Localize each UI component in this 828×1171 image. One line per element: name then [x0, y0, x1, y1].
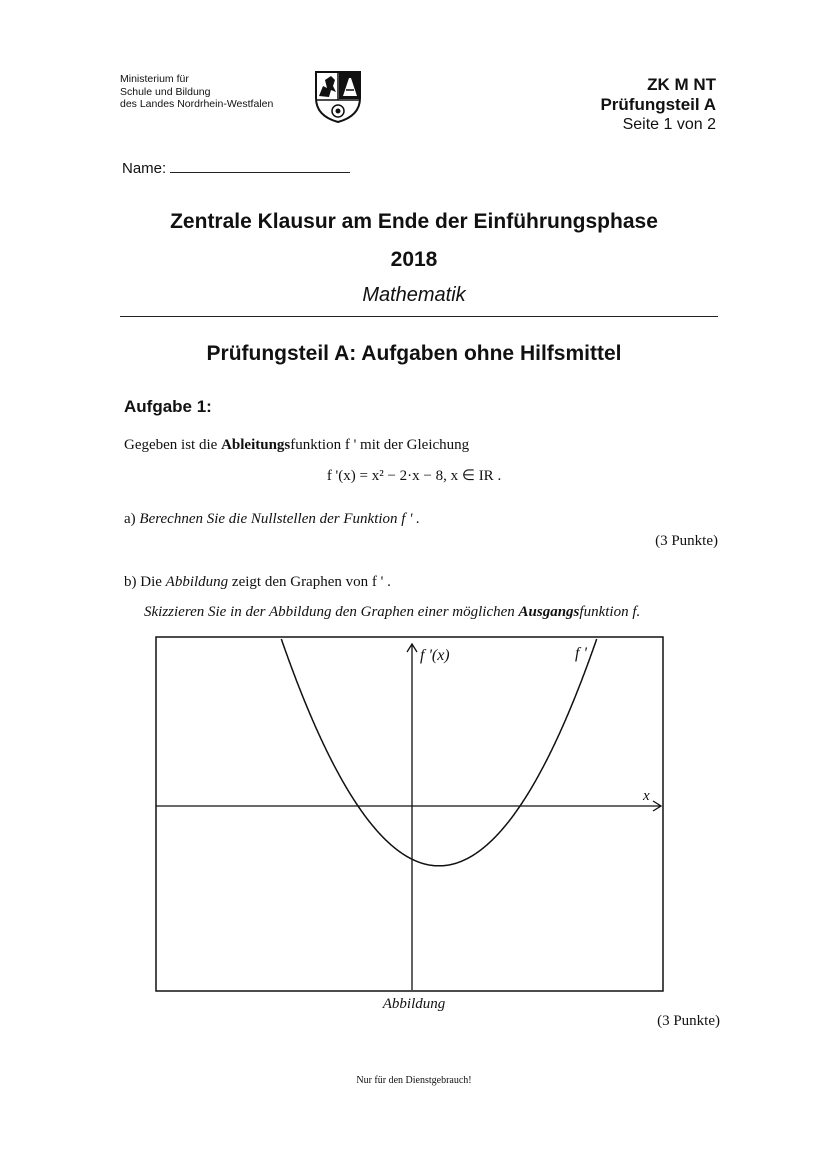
x-axis-label: x: [643, 788, 650, 804]
exam-part: Prüfungsteil A: [600, 95, 716, 114]
intro-suffix: funktion f ' mit der Gleichung: [290, 437, 470, 453]
question-a-label: a): [124, 511, 136, 527]
curve-label: f ': [575, 645, 587, 662]
ministry-line: Schule und Bildung: [120, 85, 211, 98]
nrw-coat-of-arms-icon: [313, 70, 363, 124]
figure-frame: [156, 637, 663, 991]
exam-code: ZK M NT: [647, 75, 716, 94]
question-a: [124, 511, 420, 528]
task-intro: [124, 437, 469, 454]
name-field[interactable]: [170, 158, 350, 173]
title-divider: [120, 316, 718, 317]
question-b-task: [144, 604, 640, 621]
question-a-points: (3 Punkte): [655, 533, 718, 549]
name-label: Name:: [122, 160, 167, 177]
question-b-label: b): [124, 574, 137, 590]
exam-title: Zentrale Klausur am Ende der Einführungsphase: [170, 210, 658, 233]
question-b-points: (3 Punkte): [657, 1013, 720, 1029]
question-a-text: Berechnen Sie die Nullstellen der Funktion f ' .: [139, 511, 420, 527]
figure-caption: Abbildung: [382, 996, 446, 1012]
question-b-prefix: Die: [140, 574, 166, 590]
exam-code-block: [600, 75, 716, 134]
ministry-line: des Landes Nordrhein-Westfalen: [120, 98, 274, 110]
ministry-line: Ministerium für: [120, 73, 189, 85]
derivative-graph-figure[interactable]: [155, 636, 665, 996]
task-heading: Aufgabe 1:: [124, 397, 212, 416]
footer-note: Nur für den Dienstgebrauch!: [356, 1075, 472, 1086]
exam-subject: Mathematik: [362, 284, 466, 306]
intro-bold: Ableitungs: [221, 437, 291, 453]
name-row: [122, 158, 350, 177]
part-title: Prüfungsteil A: Aufgaben ohne Hilfsmittel: [206, 342, 622, 365]
ministry-name: [120, 73, 273, 111]
question-b-suffix: zeigt den Graphen von f ' .: [228, 574, 391, 590]
question-b-task-prefix: Skizzieren Sie in der Abbildung den Graphen einer möglichen: [144, 604, 519, 620]
question-b-task-suffix: funktion f.: [579, 604, 641, 620]
intro-prefix: Gegeben ist die: [124, 437, 222, 453]
page-indicator: Seite 1 von 2: [622, 116, 716, 133]
derivative-equation: f '(x) = x² − 2·x − 8, x ∈ IR .: [326, 468, 502, 484]
question-b-italic: Abbildung: [165, 574, 229, 590]
exam-year: 2018: [390, 248, 438, 271]
question-b-task-bold: Ausgangs: [518, 604, 580, 620]
y-axis-label: f '(x): [420, 647, 450, 664]
question-b: [124, 574, 391, 591]
